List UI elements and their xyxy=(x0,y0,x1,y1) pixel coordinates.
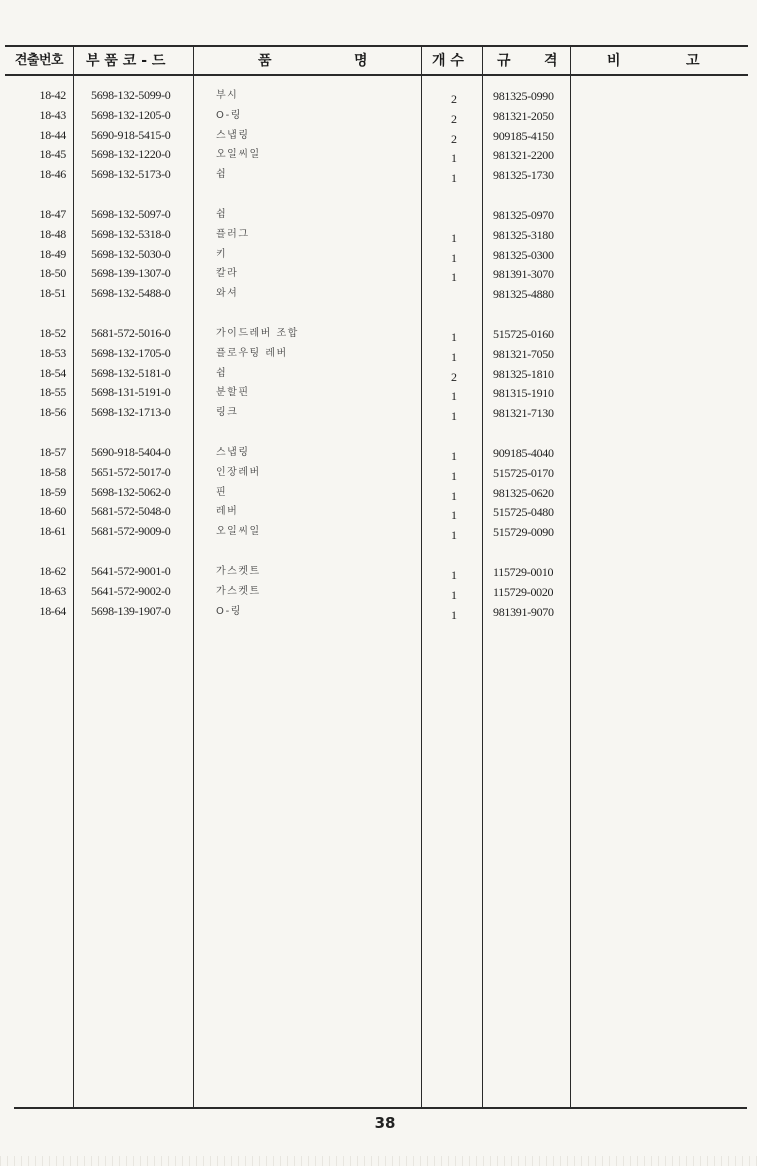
header-name-left: 품 xyxy=(258,53,272,69)
qty-cell: 2 xyxy=(451,111,457,126)
fig-no-cell: 18-53 xyxy=(39,345,66,360)
spec-cell: 115729-0020 xyxy=(493,584,554,599)
spec-cell: 981325-1730 xyxy=(493,168,554,183)
spec-cell: 515725-0480 xyxy=(493,505,554,520)
spec-cell: 981321-2050 xyxy=(493,108,554,123)
qty-cell: 1 xyxy=(451,151,457,166)
fig-no-cell: 18-45 xyxy=(39,147,66,162)
fig-no-cell: 18-44 xyxy=(39,127,66,142)
fig-no-cell: 18-63 xyxy=(39,583,66,598)
part-name-cell: 가스켓트 xyxy=(216,566,261,577)
column-divider xyxy=(73,45,74,1107)
part-name-cell: 가스켓트 xyxy=(216,585,261,597)
fig-no-cell: 18-47 xyxy=(39,207,66,221)
header-remark-right: 고 xyxy=(686,53,700,69)
spec-cell: 981325-0990 xyxy=(493,89,554,103)
qty-cell: 1 xyxy=(451,468,457,483)
part-code-cell: 5641-572-9001-0 xyxy=(91,564,171,578)
part-name-cell: O-링 xyxy=(216,605,242,617)
part-code-cell: 5641-572-9002-0 xyxy=(91,583,171,598)
spec-cell: 981321-7050 xyxy=(493,346,554,361)
qty-cell: 1 xyxy=(451,171,457,186)
part-code-cell: 5698-139-1907-0 xyxy=(91,603,171,618)
part-code-cell: 5698-132-5099-0 xyxy=(91,88,171,102)
spec-cell: 981321-7130 xyxy=(493,406,554,421)
header-spec-right: 격 xyxy=(544,53,558,69)
fig-no-cell: 18-51 xyxy=(39,286,66,301)
part-name-cell: 쉼 xyxy=(216,209,228,220)
part-code-cell: 5698-132-5318-0 xyxy=(91,226,171,241)
part-name-cell: 스냅링 xyxy=(216,447,250,458)
column-divider xyxy=(193,45,194,1107)
fig-no-cell: 18-55 xyxy=(39,385,66,400)
part-name-cell: 오일씨일 xyxy=(216,526,261,538)
qty-cell xyxy=(446,287,462,307)
spec-cell: 515725-0160 xyxy=(493,327,554,341)
qty-cell: 1 xyxy=(451,607,457,622)
part-name-cell: 핀 xyxy=(216,486,228,498)
part-code-cell: 5690-918-5415-0 xyxy=(91,127,171,142)
part-code-cell: 5681-572-5016-0 xyxy=(91,326,171,340)
spec-cell: 909185-4040 xyxy=(493,446,554,460)
spec-cell: 981325-3180 xyxy=(493,227,554,242)
fig-no-cell: 18-56 xyxy=(39,405,66,420)
part-code-cell: 5698-132-5030-0 xyxy=(91,246,171,261)
column-divider xyxy=(421,45,422,1107)
fig-no-cell: 18-58 xyxy=(39,464,66,479)
fig-no-cell: 18-42 xyxy=(39,88,66,102)
scan-edge-noise xyxy=(0,1156,757,1166)
part-name-cell: 플로우팅 레버 xyxy=(216,347,288,359)
qty-cell: 1 xyxy=(451,270,457,285)
spec-cell: 981325-1810 xyxy=(493,366,554,381)
fig-no-cell: 18-64 xyxy=(39,603,66,618)
part-name-cell: 와셔 xyxy=(216,288,239,300)
fig-no-cell: 18-54 xyxy=(39,365,66,380)
spec-cell: 515729-0090 xyxy=(493,525,554,540)
header-remark-left: 비 xyxy=(607,53,621,69)
spec-cell: 981391-9070 xyxy=(493,604,554,619)
qty-cell: 1 xyxy=(451,528,457,543)
spec-cell: 981325-0620 xyxy=(493,485,554,500)
fig-no-cell: 18-59 xyxy=(39,484,66,499)
part-code-cell: 5698-132-1205-0 xyxy=(91,107,171,122)
part-name-cell: 레버 xyxy=(216,506,239,518)
spec-cell: 981391-3070 xyxy=(493,267,554,282)
qty-cell: 1 xyxy=(451,389,457,404)
part-name-cell: 칼라 xyxy=(216,268,239,280)
qty-cell: 1 xyxy=(451,230,457,245)
part-code-cell: 5698-132-5097-0 xyxy=(91,207,171,221)
qty-cell xyxy=(446,208,462,228)
qty-cell: 1 xyxy=(451,488,457,503)
part-code-cell: 5681-572-9009-0 xyxy=(91,524,171,539)
spec-cell: 115729-0010 xyxy=(493,565,554,579)
page-number: 38 xyxy=(374,1114,396,1132)
part-code-cell: 5698-132-1705-0 xyxy=(91,345,171,360)
fig-no-cell: 18-50 xyxy=(39,266,66,281)
part-name-cell: 쉼 xyxy=(216,367,228,379)
fig-no-cell: 18-61 xyxy=(39,524,66,539)
part-name-cell: 분할핀 xyxy=(216,387,250,399)
qty-cell: 1 xyxy=(451,449,457,463)
header-qty: 개 수 xyxy=(432,53,464,69)
part-name-cell: 키 xyxy=(216,248,228,260)
qty-cell: 2 xyxy=(451,131,457,146)
spec-cell: 981325-0300 xyxy=(493,247,554,262)
spec-cell: 981321-2200 xyxy=(493,148,554,163)
qty-cell: 1 xyxy=(451,587,457,602)
part-code-cell: 5698-132-1220-0 xyxy=(91,147,171,162)
part-name-cell: 플러그 xyxy=(216,228,250,240)
column-divider xyxy=(482,45,483,1107)
part-code-cell: 5698-139-1307-0 xyxy=(91,266,171,281)
fig-no-cell: 18-43 xyxy=(39,107,66,122)
part-code-cell: 5698-132-5062-0 xyxy=(91,484,171,499)
part-name-cell: 오일씨일 xyxy=(216,149,261,161)
qty-cell: 1 xyxy=(451,250,457,265)
part-code-cell: 5698-132-1713-0 xyxy=(91,405,171,420)
spec-cell: 981325-0970 xyxy=(493,208,554,222)
header-spec-left: 규 xyxy=(497,53,511,69)
qty-cell: 1 xyxy=(451,330,457,344)
part-name-cell: 링크 xyxy=(216,407,239,419)
part-name-cell: 부시 xyxy=(216,90,239,101)
part-name-cell: 가이드레버 조합 xyxy=(216,328,299,339)
fig-no-cell: 18-60 xyxy=(39,504,66,519)
fig-no-cell: 18-48 xyxy=(39,226,66,241)
header-name-right: 명 xyxy=(354,53,368,69)
spec-cell: 909185-4150 xyxy=(493,128,554,143)
fig-no-cell: 18-49 xyxy=(39,246,66,261)
qty-cell: 1 xyxy=(451,508,457,523)
part-code-cell: 5681-572-5048-0 xyxy=(91,504,171,519)
part-name-cell: 쉼 xyxy=(216,169,228,181)
part-code-cell: 5698-132-5488-0 xyxy=(91,286,171,301)
part-code-cell: 5698-131-5191-0 xyxy=(91,385,171,400)
qty-cell: 2 xyxy=(451,369,457,384)
qty-cell: 2 xyxy=(451,92,457,106)
qty-cell: 1 xyxy=(451,409,457,424)
fig-no-cell: 18-57 xyxy=(39,445,66,459)
column-divider xyxy=(570,45,571,1107)
part-code-cell: 5690-918-5404-0 xyxy=(91,445,171,459)
spec-cell: 981315-1910 xyxy=(493,386,554,401)
qty-cell: 1 xyxy=(451,568,457,582)
part-name-cell: 인장레버 xyxy=(216,466,261,478)
header-part-code: 부 품 코 - 드 xyxy=(86,53,166,69)
part-name-cell: 스냅링 xyxy=(216,129,250,141)
fig-no-cell: 18-62 xyxy=(39,564,66,578)
part-name-cell: O-링 xyxy=(216,109,242,121)
part-code-cell: 5651-572-5017-0 xyxy=(91,464,171,479)
part-code-cell: 5698-132-5181-0 xyxy=(91,365,171,380)
table-bottom-rule xyxy=(14,1107,747,1109)
fig-no-cell: 18-46 xyxy=(39,167,66,182)
fig-no-cell: 18-52 xyxy=(39,326,66,340)
spec-cell: 515725-0170 xyxy=(493,465,554,480)
spec-cell: 981325-4880 xyxy=(493,287,554,302)
part-code-cell: 5698-132-5173-0 xyxy=(91,167,171,182)
qty-cell: 1 xyxy=(451,349,457,364)
header-fig-no: 견출번호 xyxy=(14,53,64,68)
